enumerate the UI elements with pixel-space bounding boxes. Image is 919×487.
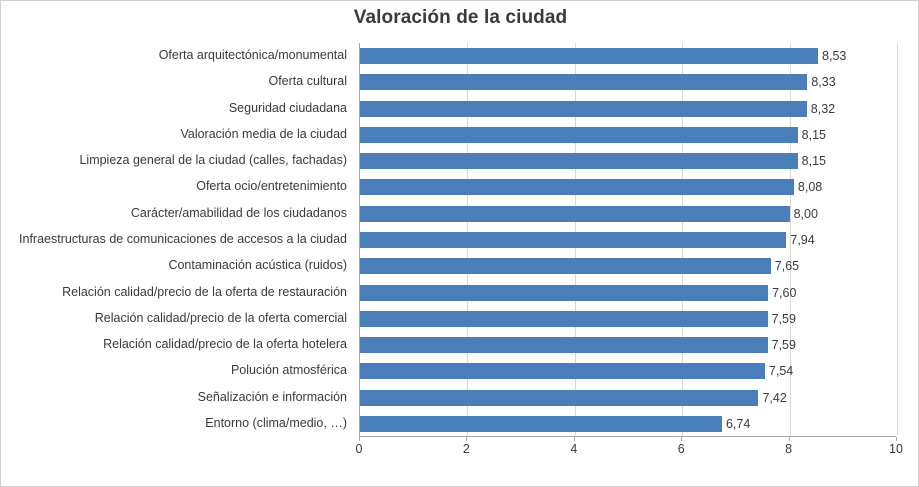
category-label: Relación calidad/precio de la oferta comercial xyxy=(94,310,347,325)
bar[interactable] xyxy=(360,127,798,143)
bar[interactable] xyxy=(360,258,771,274)
bar-row xyxy=(360,332,896,358)
x-tick-label: 8 xyxy=(785,442,793,456)
bar-row xyxy=(360,69,896,95)
bar[interactable] xyxy=(360,232,786,248)
plot-area xyxy=(359,43,896,437)
bar-value-label: 8,15 xyxy=(801,127,826,142)
bar[interactable] xyxy=(360,101,807,117)
bar-value-label: 7,42 xyxy=(762,390,787,405)
bar-value-label: 6,74 xyxy=(725,416,751,431)
x-tick-label: 2 xyxy=(462,442,470,456)
x-tick-mark xyxy=(466,437,467,441)
bar[interactable] xyxy=(360,48,818,64)
x-tick-label: 6 xyxy=(677,442,685,456)
x-tick-label: 10 xyxy=(889,442,903,456)
bar-value-label: 7,65 xyxy=(774,259,800,274)
category-label: Oferta arquitectónica/monumental xyxy=(158,48,347,63)
category-label: Infraestructuras de comunicaciones de accesos a la ciudad xyxy=(19,232,347,246)
x-tick-mark xyxy=(896,437,897,441)
bar[interactable] xyxy=(360,337,768,353)
category-label: Oferta ocio/entretenimiento xyxy=(196,179,347,194)
bar[interactable] xyxy=(360,311,768,327)
category-label: Polución atmosférica xyxy=(230,363,347,378)
bar-value-label: 8,33 xyxy=(811,75,836,90)
x-tick-label: 0 xyxy=(355,442,363,456)
bar-value-label: 8,08 xyxy=(797,180,823,195)
bar-row xyxy=(360,358,896,384)
category-label: Valoración media de la ciudad xyxy=(180,126,347,141)
category-label: Relación calidad/precio de la oferta hotelera xyxy=(103,337,347,352)
bar-value-label: 8,32 xyxy=(810,101,836,116)
x-tick-label: 4 xyxy=(570,442,578,456)
category-label: Contaminación acústica (ruidos) xyxy=(168,258,347,273)
bar-row xyxy=(360,201,896,227)
bar-row xyxy=(360,227,896,253)
bar-value-label: 8,00 xyxy=(793,206,818,221)
bar[interactable] xyxy=(360,363,765,379)
bar-row xyxy=(360,279,896,305)
category-label: Oferta cultural xyxy=(268,74,347,89)
bar-value-label: 7,59 xyxy=(771,338,796,353)
bar-row xyxy=(360,174,896,200)
x-tick-mark xyxy=(574,437,575,441)
bar-value-label: 7,60 xyxy=(772,285,797,300)
bar-row xyxy=(360,122,896,148)
bar-value-label: 8,53 xyxy=(822,49,847,64)
category-label: Relación calidad/precio de la oferta de restauración xyxy=(62,284,347,299)
bar[interactable] xyxy=(360,179,794,195)
bar-row xyxy=(360,306,896,332)
bar[interactable] xyxy=(360,206,790,222)
bar[interactable] xyxy=(360,285,768,301)
category-label: Señalización e información xyxy=(197,389,347,404)
x-tick-mark xyxy=(681,437,682,441)
chart-title: Valoración de la ciudad xyxy=(353,7,568,28)
bar-value-label: 7,59 xyxy=(771,311,796,326)
bar-series xyxy=(360,43,896,436)
bar[interactable] xyxy=(360,390,758,406)
bar[interactable] xyxy=(360,74,807,90)
bar-row xyxy=(360,96,896,122)
x-tick-mark xyxy=(359,437,360,441)
bar[interactable] xyxy=(360,153,798,169)
category-label: Seguridad ciudadana xyxy=(228,100,347,115)
bar-row xyxy=(360,384,896,410)
category-label: Limpieza general de la ciudad (calles, fachadas) xyxy=(79,153,347,168)
bar-row xyxy=(360,148,896,174)
bar-row xyxy=(360,43,896,69)
category-label: Entorno (clima/medio, …) xyxy=(205,415,347,430)
gridline xyxy=(897,43,898,436)
x-axis xyxy=(355,437,903,463)
bar[interactable] xyxy=(360,416,722,432)
bar-value-label: 7,94 xyxy=(790,232,815,247)
x-tick-mark xyxy=(789,437,790,441)
category-label: Carácter/amabilidad de los ciudadanos xyxy=(130,205,347,220)
bar-value-label: 7,54 xyxy=(768,364,794,379)
bar-row xyxy=(360,411,896,437)
bar-row xyxy=(360,253,896,279)
bar-value-label: 8,15 xyxy=(801,154,826,169)
y-axis-category-labels xyxy=(1,43,353,437)
